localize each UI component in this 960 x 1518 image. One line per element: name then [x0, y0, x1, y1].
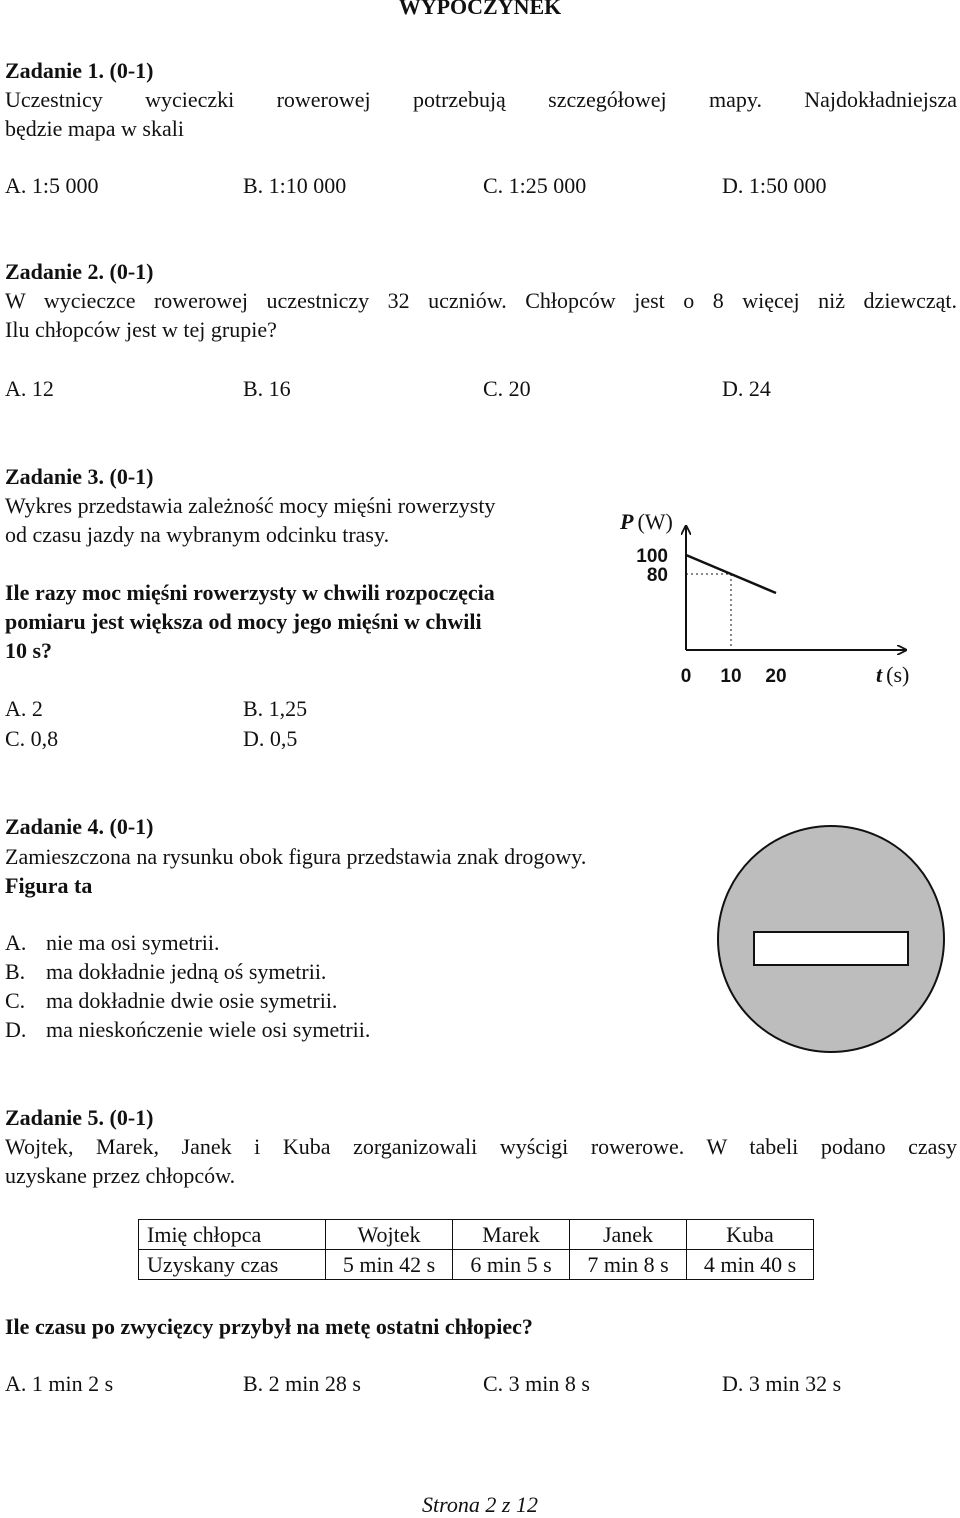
task3-option-a: A. 2 — [5, 696, 43, 721]
table-row — [139, 1250, 814, 1280]
task5-text-line2: uzyskane przez chłopców. — [5, 1163, 236, 1188]
page-title: WYPOCZYNEK — [398, 0, 562, 19]
task4-option-c-text: ma dokładnie dwie osie symetrii. — [46, 988, 338, 1013]
task4-text-line1: Zamieszczona na rysunku obok figura przedstawia znak drogowy. — [5, 844, 587, 869]
task4-option-b-text: ma dokładnie jedną oś symetrii. — [46, 959, 327, 984]
table-cell: 4 min 40 s — [687, 1250, 814, 1280]
task5-option-b: B. 2 min 28 s — [243, 1371, 361, 1396]
task1-option-c: C. 1:25 000 — [483, 173, 587, 198]
task3-heading: Zadanie 3. (0-1) — [5, 464, 154, 489]
task3-question-line1: Ile razy moc mięśni rowerzysty w chwili rozpoczęcia — [5, 580, 495, 605]
table-cell: Kuba — [687, 1220, 814, 1250]
task4-option-c-letter: C. — [5, 988, 26, 1013]
task3-option-b: B. 1,25 — [243, 696, 308, 721]
task4-option-a-letter: A. — [5, 930, 27, 955]
y-axis-label: P (W) — [620, 509, 673, 534]
table-cell: Uzyskany czas — [139, 1250, 326, 1280]
x-tick-label: 10 — [720, 666, 742, 687]
task3-question-line2: pomiaru jest większa od mocy jego mięśni w chwili — [5, 609, 482, 634]
task3-option-d: D. 0,5 — [243, 726, 298, 751]
task1-heading: Zadanie 1. (0-1) — [5, 58, 154, 83]
x-axis-label: t (s) — [876, 662, 910, 687]
table-header-row — [139, 1220, 814, 1250]
task2-option-b: B. 16 — [243, 376, 291, 401]
task3-text-line2: od czasu jazdy na wybranym odcinku trasy. — [5, 522, 390, 547]
task2-heading: Zadanie 2. (0-1) — [5, 259, 154, 284]
task1-option-b: B. 1:10 000 — [243, 173, 347, 198]
power-time-chart — [600, 500, 940, 700]
table-cell: Wojtek — [326, 1220, 453, 1250]
task3-text-line1: Wykres przedstawia zależność mocy mięśni rowerzysty — [5, 493, 496, 518]
task4-option-d-letter: D. — [5, 1017, 27, 1042]
task4-text-line2: Figura ta — [5, 873, 93, 898]
page-footer: Strona 2 z 12 — [422, 1492, 538, 1517]
task1-text-line1: Uczestnicy wycieczki rowerowej potrzebują szczegółowej mapy. Najdokładniejsza — [5, 87, 957, 112]
table-cell: 7 min 8 s — [570, 1250, 687, 1280]
table-cell: Janek — [570, 1220, 687, 1250]
task4-option-a-text: nie ma osi symetrii. — [46, 930, 220, 955]
task1-option-a: A. 1:5 000 — [5, 173, 99, 198]
x-tick-label: 0 — [680, 666, 692, 687]
sign-bar — [754, 932, 908, 965]
task4-option-d-text: ma nieskończenie wiele osi symetrii. — [46, 1017, 371, 1042]
table-cell: 5 min 42 s — [326, 1250, 453, 1280]
task1-option-d: D. 1:50 000 — [722, 173, 827, 198]
task2-text-line2: Ilu chłopców jest w tej grupie? — [5, 317, 277, 342]
table-cell: Marek — [453, 1220, 570, 1250]
task5-option-d: D. 3 min 32 s — [722, 1371, 842, 1396]
task2-option-c: C. 20 — [483, 376, 531, 401]
task1-text-line2: będzie mapa w skali — [5, 116, 184, 141]
no-entry-sign — [715, 820, 947, 1060]
table-cell: 6 min 5 s — [453, 1250, 570, 1280]
task5-option-a: A. 1 min 2 s — [5, 1371, 114, 1396]
task4-heading: Zadanie 4. (0-1) — [5, 814, 154, 839]
task5-option-c: C. 3 min 8 s — [483, 1371, 590, 1396]
task5-question: Ile czasu po zwycięzcy przybył na metę ostatni chłopiec? — [5, 1314, 533, 1339]
task5-heading: Zadanie 5. (0-1) — [5, 1105, 154, 1130]
task5-text-line1: Wojtek, Marek, Janek i Kuba zorganizowali wyścigi rowerowe. W tabeli podano czasy — [5, 1134, 957, 1159]
y-tick-label: 80 — [646, 565, 668, 586]
y-tick-label: 100 — [636, 546, 668, 567]
task2-option-a: A. 12 — [5, 376, 54, 401]
race-times-table — [138, 1219, 814, 1280]
x-tick-label: 20 — [765, 666, 787, 687]
task2-option-d: D. 24 — [722, 376, 771, 401]
task4-option-b-letter: B. — [5, 959, 26, 984]
task2-text-line1: W wycieczce rowerowej uczestniczy 32 uczniów. Chłopców jest o 8 więcej niż dziewcząt. — [5, 288, 957, 313]
table-cell: Imię chłopca — [139, 1220, 326, 1250]
task3-question-line3: 10 s? — [5, 638, 53, 663]
task3-option-c: C. 0,8 — [5, 726, 59, 751]
